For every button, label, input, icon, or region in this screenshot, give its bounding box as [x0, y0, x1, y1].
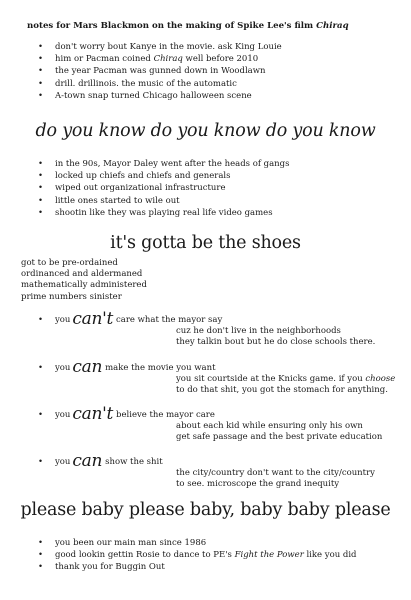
cant-you: you — [55, 363, 71, 373]
sub-line: to see. microscope the grand inequity — [176, 479, 340, 490]
bullet: • — [38, 457, 44, 467]
cant-subtext — [176, 468, 375, 491]
cant-you: you — [55, 315, 71, 325]
sub-line — [176, 374, 395, 385]
list-item: • shootin like they was playing real life video games — [38, 207, 289, 219]
list-item: • locked up chiefs and chiefs and generals — [38, 170, 289, 182]
cant-rest: believe the mayor care — [116, 410, 215, 420]
list-item — [38, 561, 356, 573]
list-item-italic: Fight the Power — [234, 550, 304, 561]
heading-please-baby: please baby please baby, baby baby please — [20, 500, 391, 520]
cant-rest: show the shit — [105, 457, 163, 467]
sub-italic: choose — [365, 374, 396, 384]
list-item — [38, 65, 282, 77]
title-film: Chiraq — [316, 21, 349, 31]
cant-line — [38, 451, 163, 471]
title-prefix: notes for Mars Blackmon on the making of Spike Lee's film — [27, 21, 317, 31]
list-item-text: the year Pacman was gunned down in Woodlawn — [55, 66, 266, 77]
bullet: • — [38, 410, 44, 420]
sub-line: cuz he don't live in the neighborhoods — [176, 326, 341, 336]
sub-line: get safe passage and the best private education — [176, 432, 383, 443]
section3-list — [38, 537, 356, 574]
list-item — [38, 90, 282, 102]
list-item-text: you been our main man since 1986 — [55, 538, 207, 548]
cant-subtext — [176, 326, 375, 349]
section2-list — [38, 158, 289, 219]
list-item — [38, 41, 282, 53]
list-item-text: good lookin gettin Rosie to dance to PE's — [55, 550, 235, 561]
cant-you: you — [55, 410, 71, 420]
bullet: • — [38, 363, 44, 373]
cant-emphasis: can — [72, 451, 103, 471]
stanza-line: got to be pre-ordained — [21, 258, 118, 268]
list-item-text: him or Pacman coined — [55, 54, 154, 65]
list-item: • wiped out organizational infrastructure — [38, 182, 289, 194]
bullet: • — [38, 315, 44, 325]
list-item-text: thank you for Buggin Out — [55, 562, 165, 573]
list-item-text: don't worry bout Kanye in the movie. ask King Louie — [55, 42, 282, 52]
sub-text: you sit courtside at the Knicks game. if you — [176, 374, 366, 384]
list-item-text: well before 2010 — [182, 54, 259, 65]
list-item-text: like you did — [303, 550, 357, 561]
sub-line: they talkin bout but he do close schools there. — [176, 337, 376, 348]
cant-line — [38, 309, 223, 329]
stanza-line: mathematically administered — [21, 280, 147, 291]
cant-line — [38, 357, 216, 377]
cant-rest: care what the mayor say — [116, 315, 223, 325]
heading-do-you-know: do you know do you know do you know — [35, 121, 376, 141]
heading-shoes: it's gotta be the shoes — [110, 233, 301, 253]
sub-line: about each kid while ensuring only his own — [176, 421, 363, 431]
cant-subtext — [176, 421, 382, 444]
list-item-italic: Chiraq — [153, 54, 183, 65]
sub-line: to do that shit, you got the stomach for anything. — [176, 385, 388, 396]
cant-emphasis: can't — [72, 309, 114, 329]
list-item-text: A-town snap turned Chicago halloween scene — [55, 90, 252, 101]
cant-line — [38, 404, 215, 424]
sub-line: the city/country don't want to the city/country — [176, 468, 375, 478]
list-item: • little ones started to wile out — [38, 195, 289, 207]
list-item — [38, 537, 356, 549]
preordained-stanza — [21, 258, 147, 303]
stanza-line: ordinanced and aldermaned — [21, 269, 143, 280]
cant-emphasis: can't — [72, 404, 114, 424]
cant-emphasis: can — [72, 357, 103, 377]
section1-list — [38, 41, 282, 102]
list-item — [38, 549, 356, 561]
document-title — [27, 21, 349, 31]
list-item — [38, 53, 282, 65]
list-item: • in the 90s, Mayor Daley went after the heads of gangs — [38, 158, 289, 170]
cant-you: you — [55, 457, 71, 467]
cant-rest: make the movie you want — [105, 363, 216, 373]
list-item — [38, 78, 282, 90]
list-item-text: drill. drillinois. the music of the automatic — [55, 78, 237, 89]
cant-subtext — [176, 374, 395, 397]
stanza-line: prime numbers sinister — [21, 291, 122, 302]
